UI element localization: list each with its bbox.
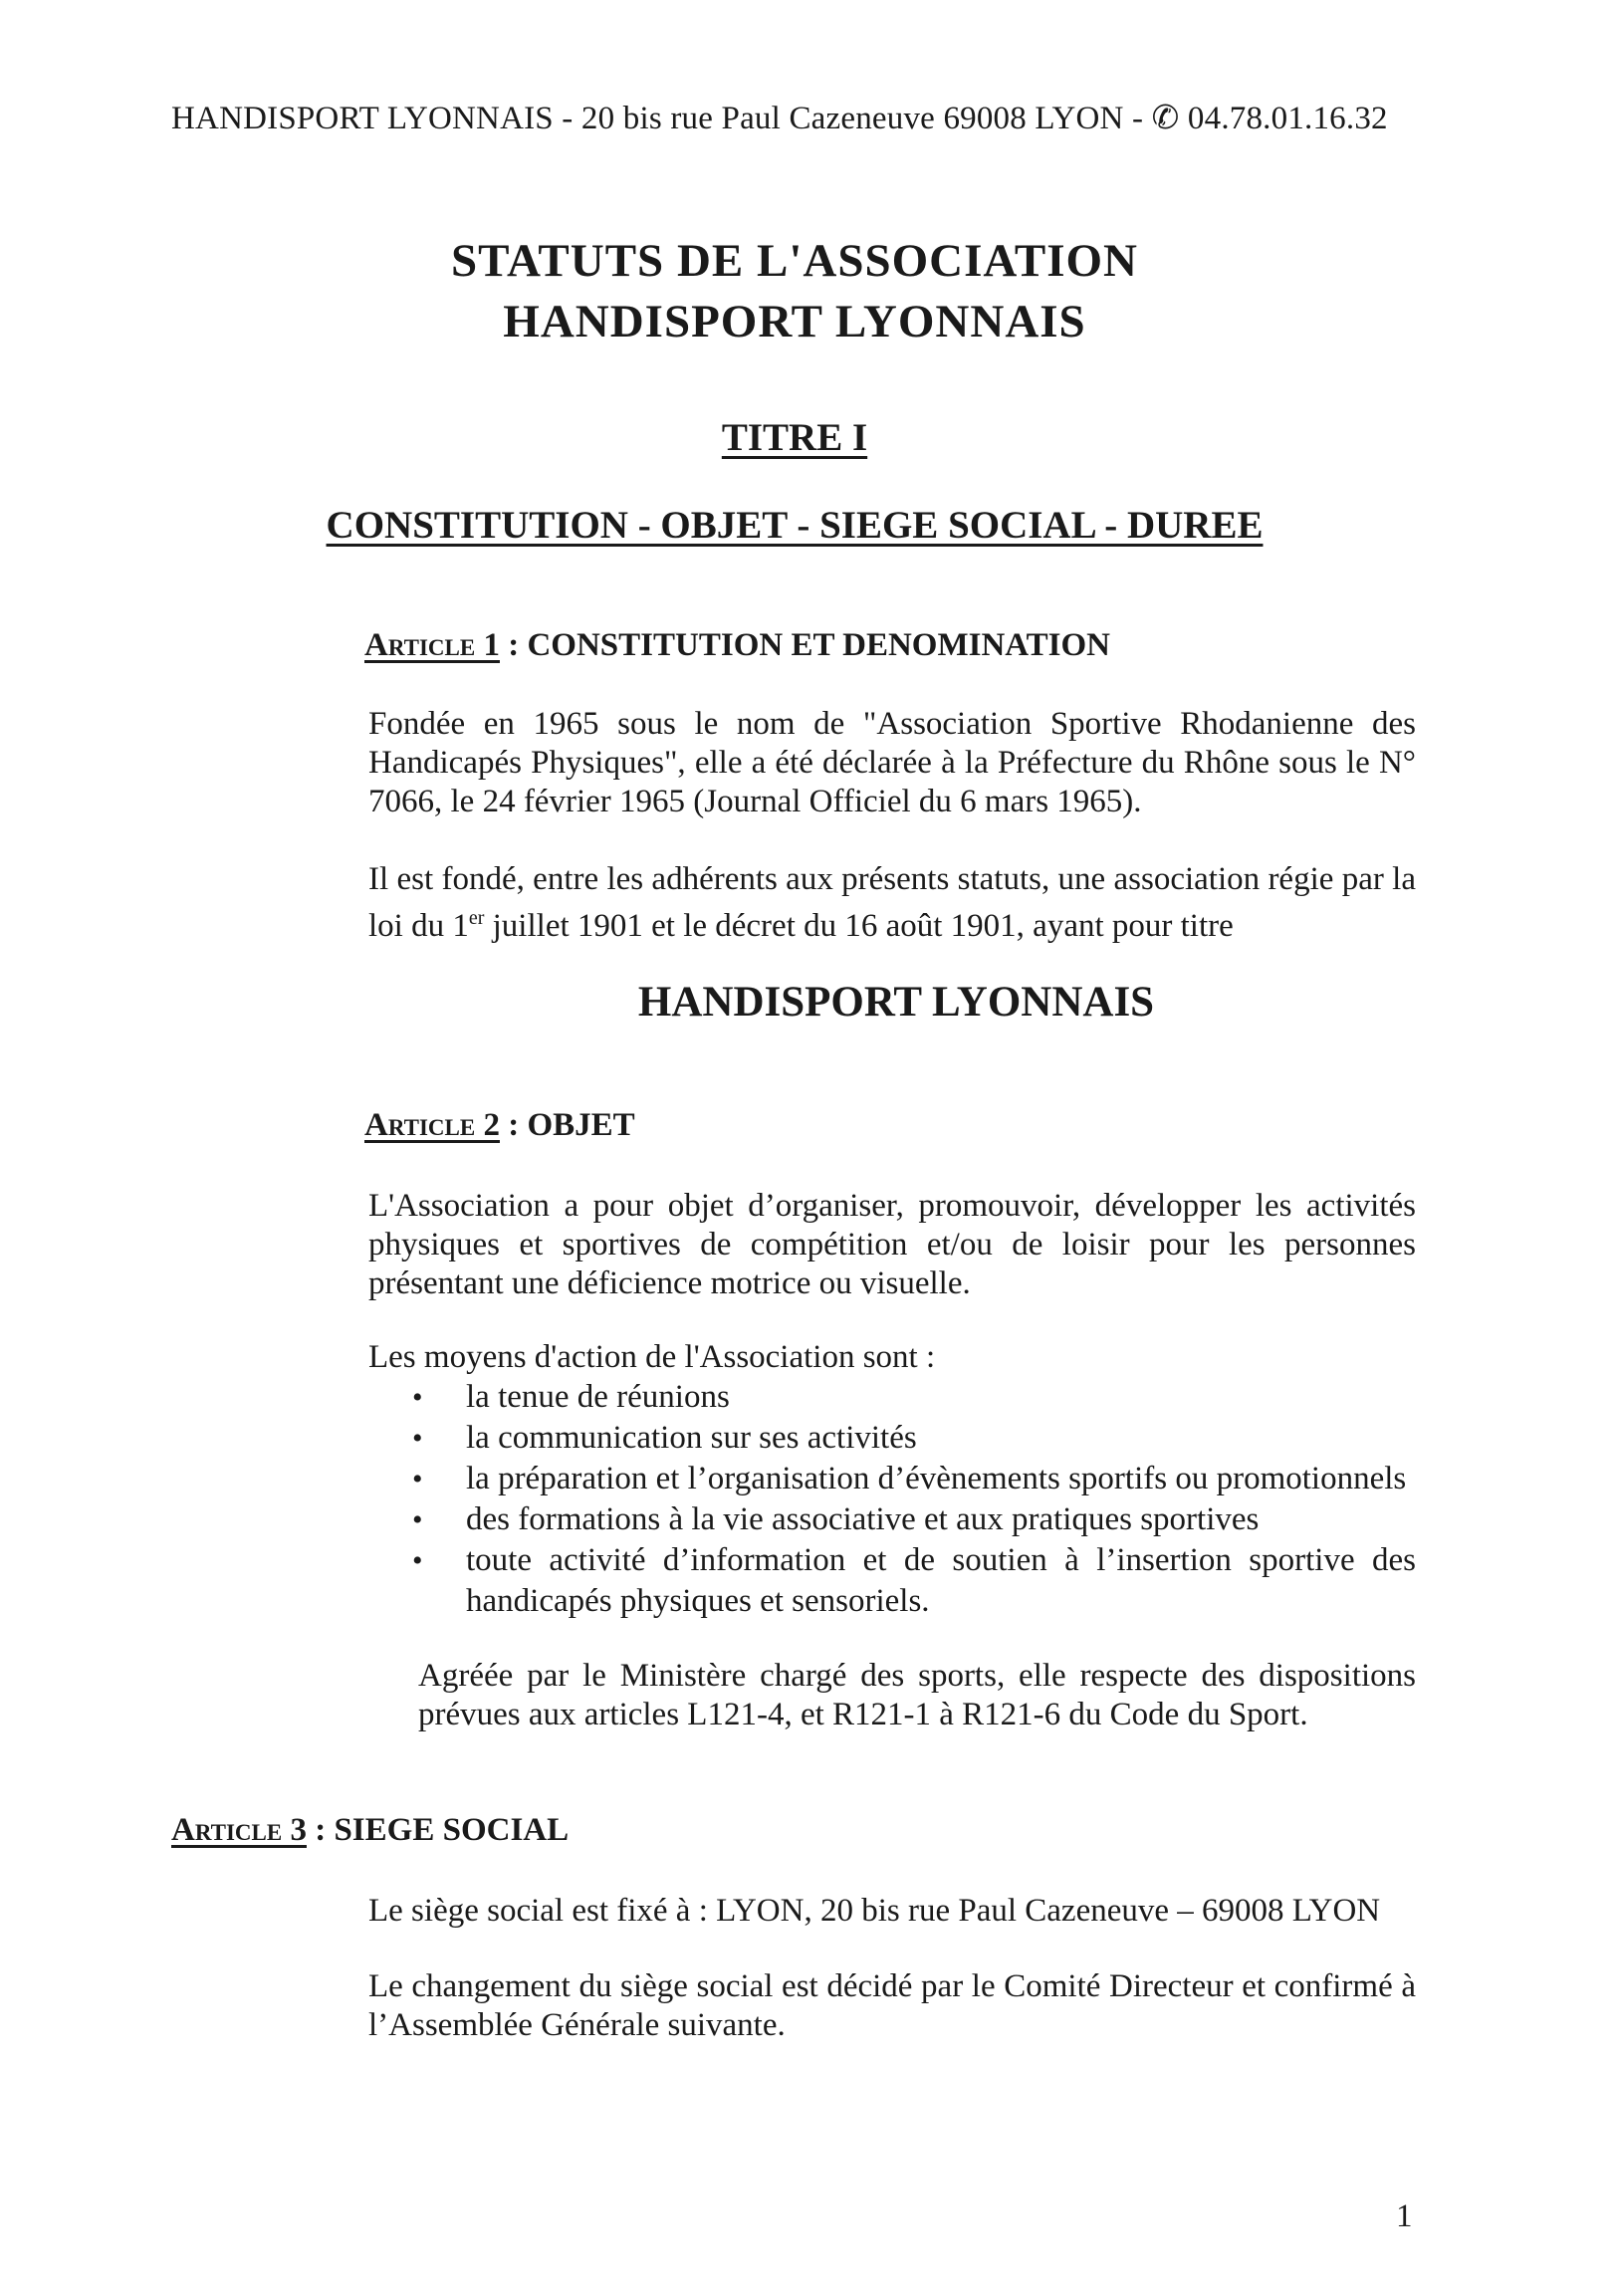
article-3-title: : SIEGE SOCIAL (306, 1812, 570, 1848)
document-title-line-2: HANDISPORT LYONNAIS (503, 296, 1086, 347)
list-item-text: des formations à la vie associative et aux pratiques sportives (466, 1501, 1260, 1537)
article-3-heading (171, 1812, 569, 1849)
list-item (408, 1540, 1416, 1622)
article-1-paragraph-1: Fondée en 1965 sous le nom de "Association Sportive Rhodanienne des Handicapés Physiques", elle a été déclarée à la Préfecture du Rhône sous le N° 7066, le 24 février 1965 (Journal Officiel du 6 mars 1965). (368, 706, 1416, 819)
document-title-line-1: STATUTS DE L'ASSOCIATION (450, 235, 1139, 287)
list-item (408, 1418, 1416, 1459)
bullet-icon: • (412, 1463, 423, 1495)
article-2-paragraph-1: L'Association a pour objet d’organiser, promouvoir, développer les activités physiques et sportives de compétition et/ou de loisir pour les personnes présentant une déficience motrice ou visuelle. (368, 1188, 1416, 1301)
article-2-heading (364, 1107, 635, 1144)
agreement-paragraph: Agréée par le Ministère chargé des sports, elle respecte des dispositions prévues aux articles L121-4, et R121-1 à R121-6 du Code du Sport. (418, 1658, 1416, 1732)
document-title (0, 231, 1589, 352)
article-1-paragraph-2-end: juillet 1901 et le décret du 16 août 1901, ayant pour titre (484, 908, 1234, 944)
article-1-title: : CONSTITUTION ET DENOMINATION (499, 627, 1111, 663)
means-list (408, 1377, 1416, 1622)
bullet-icon: • (412, 1544, 423, 1577)
list-item (408, 1499, 1416, 1540)
article-3-paragraph-2: Le changement du siège social est décidé par le Comité Directeur et confirmé à l’Assemblée Générale suivante. (368, 1968, 1416, 2043)
article-2-title: : OBJET (499, 1107, 635, 1143)
bullet-icon: • (412, 1422, 423, 1455)
association-name: HANDISPORT LYONNAIS (637, 979, 1155, 1026)
article-1-label: Article 1 (364, 627, 500, 663)
list-item-text: la préparation et l’organisation d’évènements sportifs ou promotionnels (466, 1461, 1407, 1496)
article-1-paragraph-2-start: Il est fondé, entre les adhérents aux présents statuts, une association régie par la loi du 1 (368, 861, 1416, 944)
means-intro: Les moyens d'action de l'Association sont : (368, 1339, 936, 1375)
article-2-label: Article 2 (364, 1107, 500, 1143)
titre-subtitle: CONSTITUTION - OBJET - SIEGE SOCIAL - DUREE (326, 504, 1264, 547)
page-number: 1 (1396, 2198, 1413, 2234)
article-1-heading (364, 627, 1110, 664)
article-3-label: Article 3 (171, 1812, 307, 1848)
page-header: HANDISPORT LYONNAIS - 20 bis rue Paul Cazeneuve 69008 LYON - ✆ 04.78.01.16.32 (171, 101, 1388, 136)
list-item-text: la tenue de réunions (466, 1379, 730, 1415)
article-3-paragraph-1: Le siège social est fixé à : LYON, 20 bis rue Paul Cazeneuve – 69008 LYON (368, 1893, 1381, 1929)
article-1-paragraph-2 (368, 860, 1416, 946)
bullet-icon: • (412, 1503, 423, 1536)
titre-label: TITRE I (721, 416, 868, 459)
list-item-text: toute activité d’information et de soutien à l’insertion sportive des handicapés physiques et sensoriels. (466, 1542, 1416, 1619)
list-item (408, 1459, 1416, 1499)
list-item (408, 1377, 1416, 1418)
list-item-text: la communication sur ses activités (466, 1420, 917, 1456)
ordinal-superscript: er (468, 907, 485, 929)
bullet-icon: • (412, 1381, 423, 1414)
